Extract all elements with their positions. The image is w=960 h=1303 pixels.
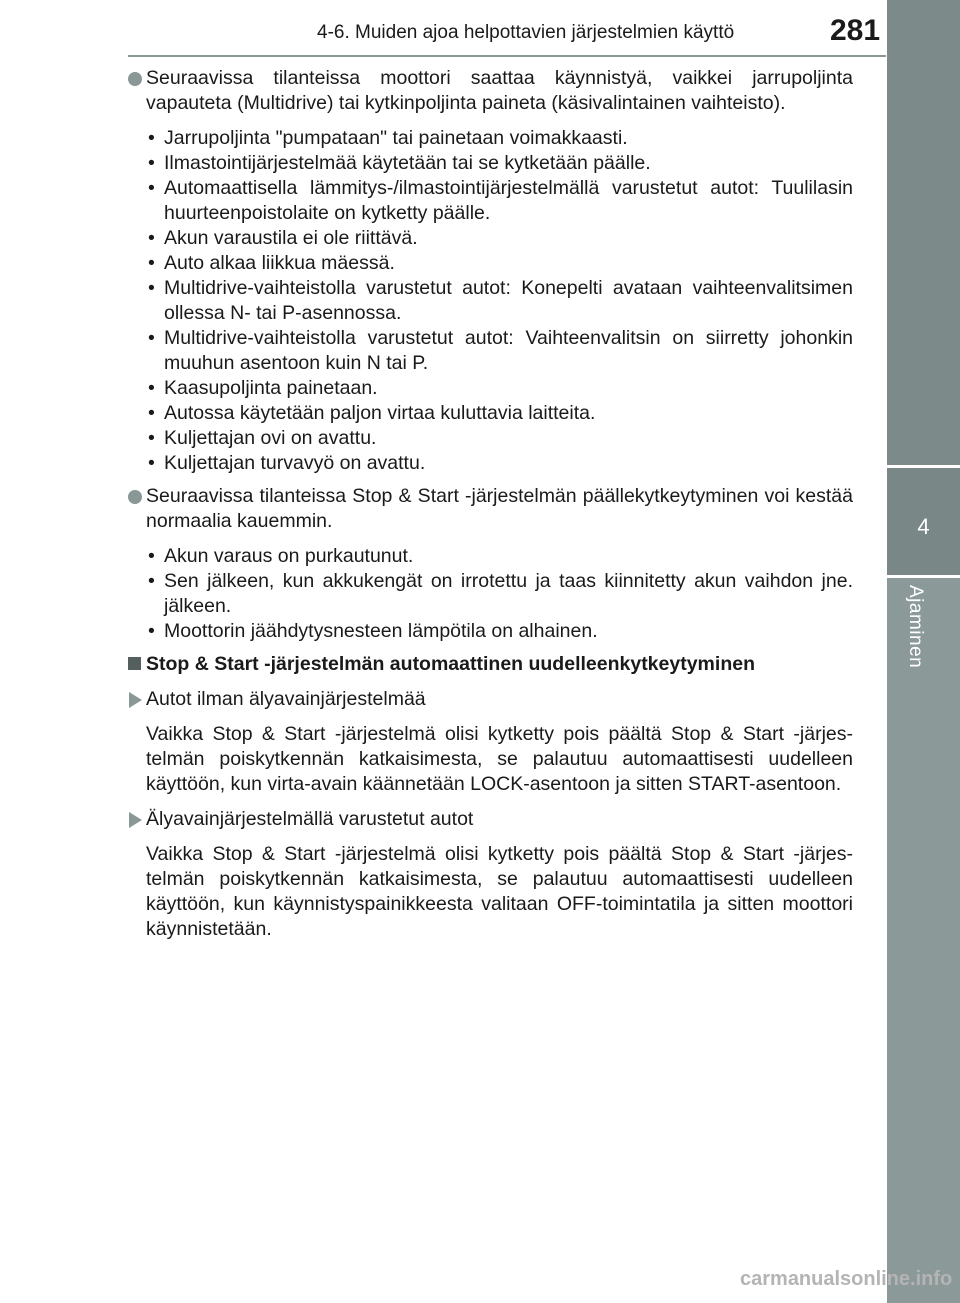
dot-marker-icon: • [148, 570, 155, 592]
dot-marker-icon: • [148, 177, 155, 199]
circle-bullet-icon [128, 72, 142, 86]
dot-marker-icon: • [148, 427, 155, 449]
dot-marker-icon: • [148, 227, 155, 249]
side-tab-lower [887, 578, 960, 1303]
subheading-smart-key: Älyavainjärjestelmällä varustetut autot [128, 807, 853, 832]
list-item: • Akun varaustila ei ole riittävä. [148, 227, 418, 249]
page-content [128, 66, 853, 952]
condition-list [128, 544, 853, 644]
dot-marker-icon: • [148, 377, 155, 399]
list-item: • Automaattisella lämmitys-/ilmastointijärjestelmällä varustetut autot: Tuulilasin huurteenpoistolaite on kytketty päälle. [148, 177, 853, 224]
circle-bullet-icon [128, 490, 142, 504]
watermark: carmanualsonline.info [740, 1268, 953, 1290]
body-paragraph: Vaikka Stop & Start -järjestelmä olisi kytketty pois päältä Stop & Start -järjestelmän poiskytkennän katkaisimesta, se palautuu automaattisesti uudelleen käyttöön, kun virta-avain käännetään LOCK-asentoon ja sitten START-asentoon. [146, 723, 853, 795]
dot-marker-icon: • [148, 620, 155, 642]
dot-marker-icon: • [148, 127, 155, 149]
dot-marker-icon: • [148, 327, 155, 349]
triangle-bullet-icon [129, 812, 142, 828]
body-paragraph: Vaikka Stop & Start -järjestelmä olisi kytketty pois päältä Stop & Start -järjestelmän poiskytkennän katkaisimesta, se palautuu automaattisesti uudelleen käyttöön, kun käynnistyspainikkeesta valitaan OFF-toimintatila ja sitten moottori käynnistetään. [146, 843, 853, 940]
list-item: • Kaasupoljinta painetaan. [148, 377, 378, 399]
dot-marker-icon: • [148, 277, 155, 299]
dot-marker-icon: • [148, 452, 155, 474]
chapter-title: Ajaminen [905, 585, 926, 669]
list-item: • Multidrive-vaihteistolla varustetut autot: Konepelti avataan vaihteenvalitsimen ollessa N- tai P-asennossa. [148, 277, 853, 324]
list-item: • Jarrupoljinta "pumpataan" tai painetaan voimakkaasti. [148, 127, 628, 149]
chapter-number: 4 [917, 514, 930, 539]
header-divider [128, 55, 886, 57]
condition-list [128, 126, 853, 476]
dot-marker-icon: • [148, 545, 155, 567]
note-text: Seuraavissa tilanteissa moottori saattaa käynnistyä, vaikkei jarrupoljinta vapauteta (Multidrive) tai kytkinpoljinta paineta (käsivalintainen vaihteisto). [146, 67, 853, 114]
subheading-no-smart-key: Autot ilman älyavainjärjestelmää [128, 687, 853, 712]
list-item: • Ilmastointijärjestelmää käytetään tai se kytketään päälle. [148, 152, 651, 174]
note-paragraph [128, 484, 853, 534]
triangle-bullet-icon [129, 692, 142, 708]
dot-marker-icon: • [148, 152, 155, 174]
list-item: • Kuljettajan ovi on avattu. [148, 427, 377, 449]
list-item: • Auto alkaa liikkua mäessä. [148, 252, 395, 274]
list-item: • Sen jälkeen, kun akkukengät on irrotettu ja taas kiinnitetty akun vaihdon jne. jälkeen. [148, 570, 853, 617]
note-paragraph [128, 66, 853, 116]
list-item: • Akun varaus on purkautunut. [148, 545, 414, 567]
side-tab-upper [887, 0, 960, 465]
section-heading: Stop & Start -järjestelmän automaattinen uudelleenkytkeytyminen [128, 652, 853, 677]
square-bullet-icon [128, 657, 141, 670]
list-item: • Multidrive-vaihteistolla varustetut autot: Vaihteenvalitsin on siirretty johonkin muuhun asentoon kuin N tai P. [148, 327, 853, 374]
dot-marker-icon: • [148, 402, 155, 424]
note-text: Seuraavissa tilanteissa Stop & Start -järjestelmän päällekytkeytyminen voi kestää normaalia kauemmin. [146, 485, 853, 532]
section-title: 4-6. Muiden ajoa helpottavien järjestelmien käyttö [317, 22, 735, 43]
list-item: • Kuljettajan turvavyö on avattu. [148, 452, 426, 474]
list-item: • Autossa käytetään paljon virtaa kuluttavia laitteita. [148, 402, 596, 424]
page-number: 281 [830, 14, 881, 47]
dot-marker-icon: • [148, 252, 155, 274]
list-item: • Moottorin jäähdytysnesteen lämpötila on alhainen. [148, 620, 598, 642]
